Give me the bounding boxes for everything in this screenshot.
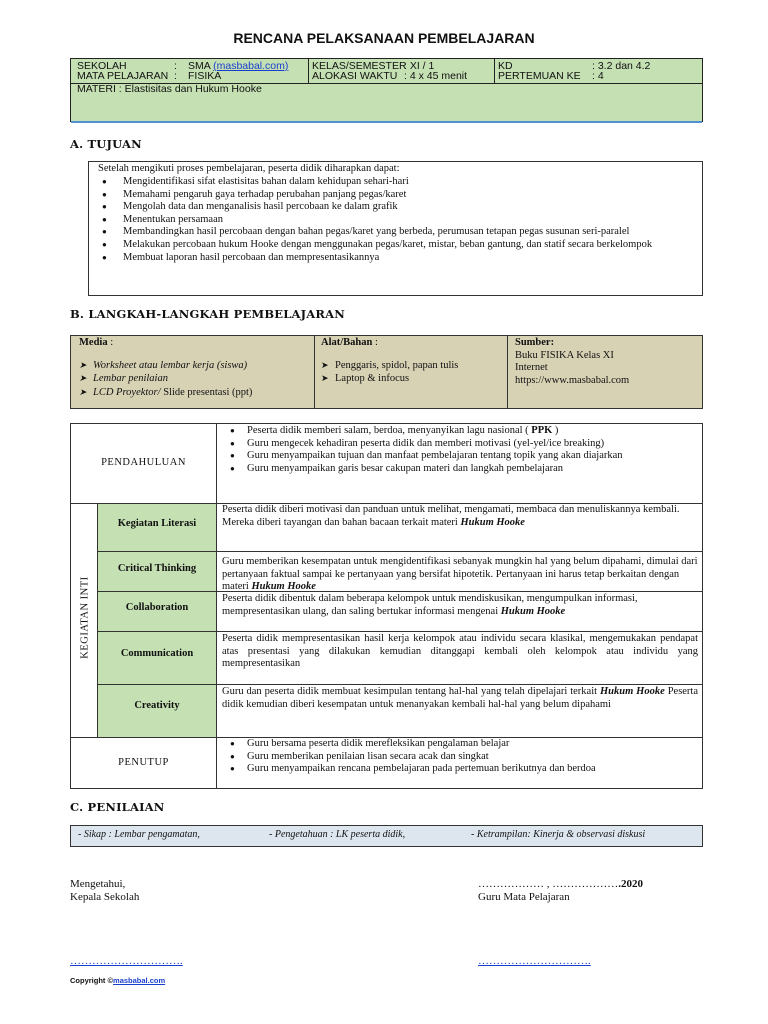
signature-right [478, 878, 643, 904]
penilaian-keterampilan: - Ketrampilan: Kinerja & observasi diskusi [471, 829, 646, 840]
media-table [70, 335, 703, 409]
creativity-label: Creativity [134, 700, 180, 711]
list-item: ● Memahami pengaruh gaya terhadap perubahan panjang pegas/karet [97, 189, 697, 202]
hukum-hooke-text: Hukum Hooke [500, 605, 566, 617]
mengetahui-text: Mengetahui, [70, 878, 126, 890]
info-header-table [70, 58, 703, 122]
literasi-text-body: Peserta didik diberi motivasi dan panduan untuk melihat, mengamati, membaca dan menuliskannya kembali. Mereka diberi tayangan dan bahan bacaan terkait materi [222, 504, 680, 528]
arrow-icon: ➤ [321, 359, 329, 370]
signature-left [70, 878, 139, 904]
ppk-close: ) [554, 425, 559, 436]
kegiatan-table [70, 423, 703, 789]
section-penilaian-heading: C. PENILAIAN [70, 800, 165, 814]
critical-label: Critical Thinking [117, 563, 197, 574]
creativity-text-b: Peserta didik kemudian diberi kesempatan untuk menanyakan kembali hal-hal yang belum dipahami [222, 686, 699, 710]
media-item-text: Lembar penilaian [93, 373, 168, 384]
list-item: ● Guru mengecek kehadiran peserta didik dan memberi motivasi (yel-yel/ice breaking) [223, 438, 701, 451]
list-item: ● Menentukan persamaan [97, 214, 697, 227]
arrow-icon: ➤ [321, 373, 329, 383]
list-item: https://www.masbabal.com [515, 374, 630, 386]
media-item-text: Worksheet atau lembar kerja (siswa) [93, 359, 248, 371]
sekolah-label: SEKOLAH [77, 60, 127, 72]
hukum-hooke-text: Hukum Hooke [460, 516, 525, 528]
kelas-label: KELAS/SEMESTER [312, 60, 407, 72]
sekolah-value-text: SMA [188, 60, 211, 72]
year-text: .2020 [618, 878, 643, 890]
guru-text: Guru Mata Pelajaran [478, 891, 570, 903]
list-item: ● Guru bersama peserta didik merefleksikan pengalaman belajar [223, 738, 701, 751]
date-line [478, 878, 643, 891]
list-item: Internet [515, 362, 548, 373]
mapel-sep: : [174, 70, 177, 82]
list-item: Buku FISIKA Kelas XI [515, 349, 614, 361]
collaboration-label: Collaboration [125, 602, 189, 613]
communication-label: Communication [120, 648, 194, 659]
kelas-value: : XI / 1 [404, 60, 435, 72]
hukum-hooke-text: Hukum Hooke [251, 581, 316, 592]
list-item: ● Melakukan percobaan hukum Hooke dengan menggunakan pegas/karet, mistar, beban gantung, dan statif secara berkelompok [97, 239, 697, 252]
list-item: ● Guru menyampaikan tujuan dan manfaat pembelajaran tentang topik yang akan diajarkan [223, 450, 701, 463]
kd-label: KD [498, 60, 513, 72]
list-item: ● Guru memberikan penilaian lisan secara acak dan singkat [223, 751, 701, 764]
literasi-text [222, 504, 700, 529]
kegiatan-inti-label: KEGIATAN INTI [79, 576, 91, 659]
list-item: ● Membandingkan hasil percobaan dengan bahan pegas/karet yang berbeda, perumusan tetapan pegas susunan seri-paralel [97, 226, 697, 239]
tujuan-box [88, 161, 703, 296]
sumber-label: Sumber: [515, 337, 555, 348]
pertemuan-label: PERTEMUAN KE [498, 70, 581, 82]
alokasi-value: : 4 x 45 menit [404, 70, 468, 82]
sekolah-link[interactable]: (masbabal.com) [213, 60, 289, 72]
penutup-list [223, 738, 701, 776]
sekolah-sep: : [174, 60, 177, 72]
creativity-text [222, 686, 698, 711]
arrow-icon: ➤ [79, 386, 87, 397]
tujuan-intro: Setelah mengikuti proses pembelajaran, peserta didik diharapkan dapat: [98, 163, 400, 174]
arrow-icon: ➤ [79, 359, 87, 370]
section-tujuan-heading: A. TUJUAN [70, 137, 142, 151]
alat-label: Alat/Bahan [321, 337, 373, 348]
creativity-text-a: Guru dan peserta didik membuat kesimpulan tentang hal-hal yang telah dipelajari terkait [222, 686, 598, 697]
alat-colon: : [372, 337, 378, 348]
list-item [223, 425, 701, 438]
alat-item-text: Penggaris, spidol, papan tulis [335, 359, 459, 371]
penutup-label: PENUTUP [118, 757, 169, 768]
media-item-tail: Slide presentasi (ppt) [160, 386, 253, 398]
collab-text-body: Peserta didik dibentuk dalam beberapa kelompok untuk mendiskusikan, mengumpulkan informasi, mempresentasikan ulang, dan saling bertukar informasi mengenai [222, 593, 638, 617]
materi: MATERI : Elastisitas dan Hukum Hooke [77, 83, 262, 95]
media-label: Media [79, 337, 108, 348]
pertemuan-value: : 4 [592, 70, 604, 82]
list-item: ● Guru menyampaikan rencana pembelajaran pada pertemuan berikutnya dan berdoa [223, 763, 701, 776]
pendahuluan-item-text: Peserta didik memberi salam, berdoa, menyanyikan lagu nasional ( [247, 425, 529, 436]
penilaian-pengetahuan: - Pengetahuan : LK peserta didik, [269, 829, 406, 840]
collaboration-text [222, 593, 700, 618]
list-item [321, 359, 506, 373]
alat-item-text: Laptop & infocus [335, 373, 410, 384]
list-item: ● Mengolah data dan menganalisis hasil percobaan ke dalam grafik [97, 201, 697, 214]
hukum-hooke-text: Hukum Hooke [599, 686, 665, 697]
media-colon: : [107, 337, 114, 348]
copyright [70, 976, 165, 985]
kepala-sekolah-text: Kepala Sekolah [70, 891, 140, 903]
ppk-text: PPK [531, 425, 553, 436]
list-item [321, 372, 506, 386]
list-item: ● Mengidentifikasi sifat elastisitas bahan dalam kehidupan sehari-hari [97, 176, 697, 189]
tujuan-list [97, 176, 697, 264]
mapel-value: FISIKA [188, 70, 222, 82]
communication-text: Peserta didik mempresentasikan hasil kerja kelompok atau individu secara klasikal, mengemukakan pendapat atas presentasi yang dilakukan kemudian ditanggapi kembali oleh kelompok atau individu yang mempresentasikan [222, 633, 698, 669]
critical-text-body: Guru memberikan kesempatan untuk mengidentifikasi sebanyak mungkin hal yang belum dipahami, dimulai dari pertanyaan faktual sampai ke pertanyaan yang bersifat hipotetik. Pertanyaan ini harus tetap berkaitan dengan materi [222, 556, 698, 592]
literasi-label: Kegiatan Literasi [117, 518, 197, 529]
critical-text [222, 556, 700, 594]
list-item: ● Guru menyampaikan garis besar cakupan materi dan langkah pembelajaran [223, 463, 701, 476]
kepala-signature-line: …………………………. [70, 955, 183, 967]
guru-signature-line: …………………………. [478, 955, 591, 967]
copyright-link[interactable]: masbabal.com [113, 976, 166, 985]
penilaian-sikap: - Sikap : Lembar pengamatan, [78, 829, 200, 840]
mapel-label: MATA PELAJARAN [77, 70, 169, 82]
pendahuluan-label: PENDAHULUAN [101, 457, 186, 468]
pendahuluan-list [223, 425, 701, 475]
page-title: RENCANA PELAKSANAAN PEMBELAJARAN [233, 30, 535, 46]
media-item-text: LCD Proyektor/ [93, 386, 161, 398]
copyright-prefix: Copyright © [70, 976, 114, 985]
penilaian-box [70, 825, 703, 847]
arrow-icon: ➤ [79, 373, 87, 383]
date-dots: ……………… , ……………… [478, 878, 619, 890]
section-langkah-heading: B. LANGKAH-LANGKAH PEMBELAJARAN [70, 307, 346, 321]
list-item: ● Membuat laporan hasil percobaan dan mempresentasikannya [97, 252, 697, 265]
alokasi-label: ALOKASI WAKTU [312, 70, 398, 82]
kd-value: : 3.2 dan 4.2 [592, 60, 651, 72]
